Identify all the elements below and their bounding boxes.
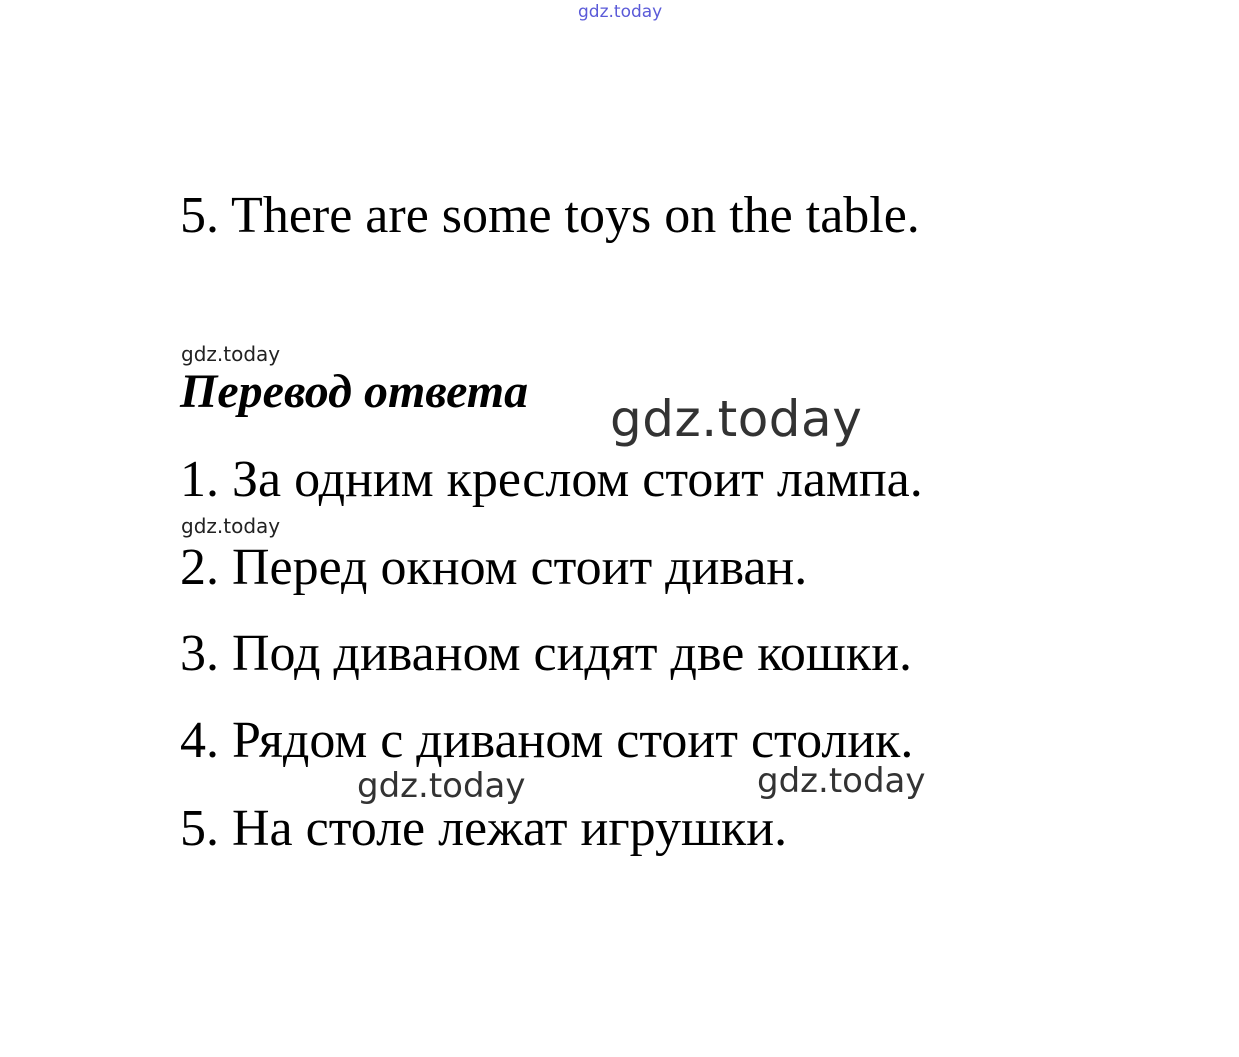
watermark-above-heading: gdz.today xyxy=(181,342,281,366)
watermark-mid-right: gdz.today xyxy=(757,761,926,801)
translation-line-1: 1. За одним креслом стоит лампа. xyxy=(180,451,923,508)
translation-line-3: 3. Под диваном сидят две кошки. xyxy=(180,625,913,682)
watermark-large: gdz.today xyxy=(610,390,863,448)
watermark-mid-left: gdz.today xyxy=(357,766,526,806)
english-answer-line: 5. There are some toys on the table. xyxy=(180,187,920,244)
translation-line-2: 2. Перед окном стоит диван. xyxy=(180,539,808,596)
translation-line-4: 4. Рядом с диваном стоит столик. xyxy=(180,712,914,769)
translation-heading: Перевод ответа xyxy=(180,365,529,418)
watermark-top: gdz.today xyxy=(578,2,663,22)
watermark-line-2: gdz.today xyxy=(181,514,281,538)
translation-line-5: 5. На столе лежат игрушки. xyxy=(180,800,788,857)
